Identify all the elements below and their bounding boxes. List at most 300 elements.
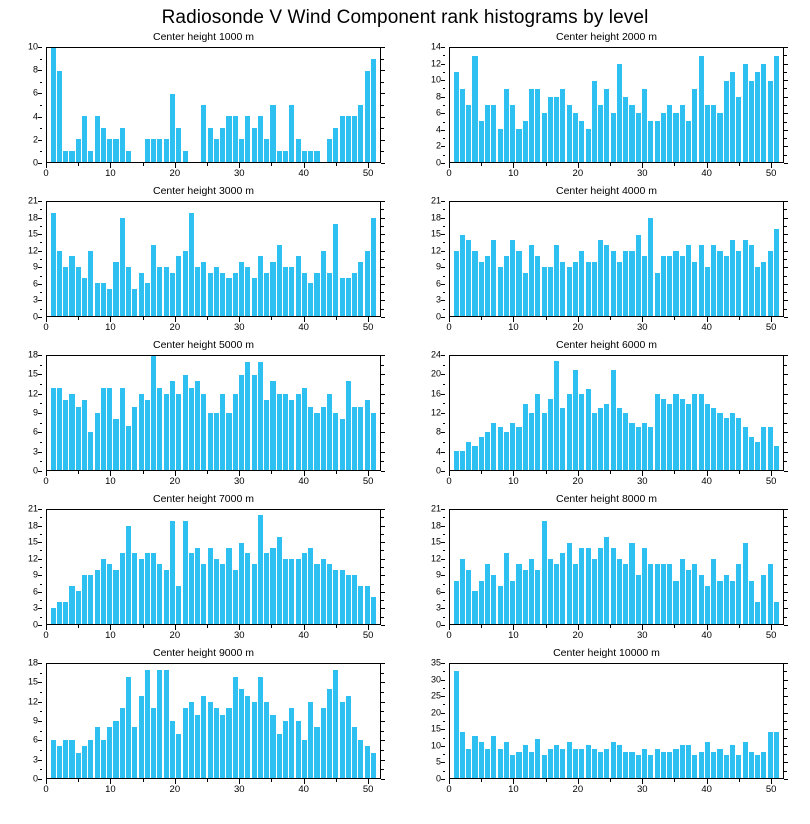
histogram-bar [711,408,716,470]
y-tick-mark-right [784,201,788,202]
histogram-bar [95,570,100,624]
histogram-bar [485,432,490,470]
y-tick-mark [441,374,445,375]
histogram-bar [296,394,301,470]
y-tick-mark [38,394,42,395]
y-tick-mark-right [381,413,385,414]
x-tick-label: 10 [105,630,116,641]
histogram-bar [648,755,653,778]
histogram-bar [101,128,106,162]
histogram-bar [523,273,528,316]
histogram-bar [749,752,754,778]
y-minor-tick-mark [40,461,43,462]
y-tick-mark-right [381,201,385,202]
y-tick-label: 8 [435,91,441,102]
y-tick-mark [38,251,42,252]
histogram-bar [220,564,225,624]
y-tick-mark-right [381,93,385,94]
y-tick-mark-right [784,432,788,433]
histogram-bar [673,251,678,316]
y-tick-mark [441,663,445,664]
histogram-bar [101,388,106,470]
x-minor-tick-mark [481,317,482,320]
y-tick-mark-right [381,559,385,560]
histogram-bar [220,394,225,470]
x-minor-tick-mark [610,317,611,320]
y-tick-label: 10 [430,740,441,751]
y-tick-label: 10 [27,41,38,52]
histogram-panel [2,339,405,493]
y-minor-tick-mark-right [784,155,787,156]
x-tick-label: 20 [572,630,584,641]
histogram-bar [661,752,666,778]
x-minor-tick-mark [674,317,675,320]
y-minor-tick-mark [40,692,43,693]
histogram-bar [208,273,213,316]
histogram-bar [327,564,332,624]
histogram-bar [617,262,622,316]
histogram-bar [113,721,118,778]
histogram-bar [661,399,666,470]
histogram-bar [120,218,125,316]
y-tick-mark [441,234,445,235]
histogram-bar [466,105,471,162]
y-minor-tick-mark [443,534,446,535]
y-minor-tick-mark-right [381,365,384,366]
histogram-bar [523,570,528,624]
histogram-bar [69,394,74,470]
histogram-bar [132,289,137,316]
histogram-bar [69,151,74,162]
y-tick-mark-right [784,267,788,268]
axes-frame [449,663,784,779]
histogram-bar [617,64,622,162]
y-minor-tick-mark [443,309,446,310]
histogram-bar [189,553,194,624]
histogram-bar [724,256,729,316]
histogram-bar [680,399,685,470]
x-tick-label: 20 [169,168,181,179]
histogram-bar [226,116,231,162]
x-axis [446,779,784,801]
histogram-bar [592,262,597,316]
histogram-bar [145,670,150,778]
histogram-panel [405,31,808,185]
y-tick-mark-right [381,317,385,318]
histogram-bar [692,564,697,624]
histogram-bar [598,240,603,316]
histogram-bar [554,564,559,624]
histogram-bar [542,413,547,470]
histogram-bar [705,742,710,778]
histogram-bar [308,151,313,162]
histogram-bar [51,48,56,162]
histogram-bar [283,721,288,778]
histogram-bar [327,273,332,316]
bar-series [47,48,380,162]
histogram-bar [768,81,773,162]
y-minor-tick-mark [40,276,43,277]
histogram-bar [705,404,710,471]
histogram-bar [270,262,275,316]
y-tick-mark-right [784,355,788,356]
histogram-bar [554,245,559,316]
histogram-bar [516,129,521,162]
y-minor-tick-mark-right [784,309,787,310]
histogram-bar [308,548,313,624]
x-tick-label: 0 [446,476,452,487]
y-tick-mark-right [784,47,788,48]
histogram-bar [642,749,647,778]
histogram-bar [76,407,81,470]
y-minor-tick-mark [40,423,43,424]
histogram-bar [673,749,678,778]
histogram-bar [151,139,156,162]
y-tick-mark [38,70,42,71]
histogram-bar [498,749,503,778]
y-tick-label: 0 [32,773,38,784]
histogram-bar [264,139,269,162]
y-tick-label: 3 [32,446,38,457]
histogram-bar [498,427,503,470]
y-tick-mark-right [784,575,788,576]
y-tick-label: 0 [435,619,441,630]
y-minor-tick-mark-right [784,617,787,618]
histogram-bar [768,564,773,624]
x-tick-label: 20 [169,630,181,641]
y-minor-tick-mark-right [381,384,384,385]
histogram-bar [352,407,357,470]
x-axis [43,625,381,647]
x-tick-label: 40 [298,630,309,641]
histogram-bar [327,394,332,470]
y-tick-mark [38,575,42,576]
y-minor-tick-mark-right [381,442,384,443]
histogram-bar [560,749,565,778]
histogram-bar [504,742,509,778]
y-tick-label: 30 [430,674,441,685]
histogram-bar [529,752,534,778]
histogram-bar [164,570,169,624]
histogram-bar [157,564,162,624]
histogram-bar [730,72,735,162]
y-tick-label: 18 [27,520,38,531]
y-minor-tick-mark-right [784,721,787,722]
y-tick-label: 8 [32,64,38,75]
y-axis-left [2,41,42,168]
y-tick-label: 10 [430,74,441,85]
y-tick-mark-right [784,64,788,65]
x-tick-label: 0 [43,322,49,333]
y-tick-mark [441,779,445,780]
histogram-bar [76,139,81,162]
axes-frame [46,509,381,625]
y-tick-label: 18 [27,212,38,223]
y-tick-mark [441,80,445,81]
y-tick-mark-right [784,746,788,747]
histogram-bar [201,262,206,316]
histogram-bar [755,755,760,778]
y-tick-mark [441,729,445,730]
y-axis-right [784,509,788,625]
histogram-bar [611,370,616,470]
y-minor-tick-mark [443,442,446,443]
histogram-bar [176,256,181,316]
histogram-bar [151,708,156,778]
y-tick-label: 9 [32,715,38,726]
y-minor-tick-mark-right [381,128,384,129]
y-tick-mark [441,526,445,527]
y-tick-label: 18 [27,657,38,668]
y-minor-tick-mark-right [784,567,787,568]
histogram-bar [63,400,68,470]
x-minor-tick-mark [143,471,144,474]
histogram-bar [699,752,704,778]
x-minor-tick-mark [143,317,144,320]
histogram-panel [2,185,405,339]
y-tick-mark [38,721,42,722]
y-minor-tick-mark-right [381,59,384,60]
x-minor-tick-mark [739,317,740,320]
y-tick-mark-right [381,432,385,433]
histogram-bar [510,755,515,778]
histogram-bar [648,564,653,624]
histogram-bar [743,427,748,470]
x-minor-tick-mark [207,625,208,628]
histogram-bar [711,752,716,778]
histogram-bar [189,213,194,316]
x-minor-tick-mark [336,471,337,474]
histogram-bar [170,721,175,778]
y-tick-label: 3 [435,294,441,305]
histogram-bar [686,404,691,471]
histogram-bar [346,278,351,316]
y-tick-mark [441,130,445,131]
histogram-bar [598,105,603,162]
bar-series [47,356,380,470]
y-tick-label: 9 [435,261,441,272]
y-tick-label: 12 [430,245,441,256]
y-minor-tick-mark-right [784,292,787,293]
y-tick-mark-right [381,47,385,48]
histogram-bar [774,229,779,316]
histogram-bar [245,267,250,316]
x-minor-tick-mark [78,317,79,320]
histogram-bar [479,437,484,470]
histogram-bar [648,121,653,162]
y-tick-label: 15 [27,368,38,379]
y-minor-tick-mark-right [784,704,787,705]
y-minor-tick-mark [40,365,43,366]
histogram-bar [314,413,319,470]
y-axis-right [784,663,788,779]
histogram-bar [296,721,301,778]
y-tick-mark [38,218,42,219]
y-minor-tick-mark-right [784,138,787,139]
panel-title: Center height 2000 m [556,31,657,43]
histogram-bar [239,262,244,316]
histogram-bar [699,56,704,162]
panel-title: Center height 4000 m [556,185,657,197]
x-minor-tick-mark [739,779,740,782]
histogram-bar [214,413,219,470]
y-minor-tick-mark [443,226,446,227]
histogram-bar [560,553,565,624]
panel-title: Center height 8000 m [556,493,657,505]
y-tick-mark [441,542,445,543]
y-minor-tick-mark [443,423,446,424]
y-tick-mark-right [381,740,385,741]
histogram-bar [548,399,553,470]
histogram-bar [655,394,660,470]
y-minor-tick-mark [40,567,43,568]
y-minor-tick-mark [40,517,43,518]
histogram-bar [245,696,250,778]
histogram-bar [183,521,188,624]
histogram-bar [126,677,131,778]
histogram-bar [542,521,547,624]
histogram-bar [736,251,741,316]
histogram-bar [76,267,81,316]
histogram-bar [611,742,616,778]
x-minor-tick-mark [78,625,79,628]
histogram-bar [132,553,137,624]
y-minor-tick-mark-right [784,122,787,123]
y-tick-mark-right [784,413,788,414]
histogram-bar [51,213,56,316]
panel-title: Center height 7000 m [153,493,254,505]
histogram-bar [340,419,345,470]
histogram-panel [2,31,405,185]
histogram-bar [183,251,188,316]
histogram-bar [107,564,112,624]
histogram-bar [604,404,609,471]
histogram-bar [57,251,62,316]
histogram-bar [711,105,716,162]
x-tick-label: 20 [169,476,181,487]
histogram-bar [579,251,584,316]
histogram-bar [220,128,225,162]
histogram-bar [289,708,294,778]
histogram-bar [491,423,496,471]
histogram-bar [699,575,704,624]
histogram-bar [736,755,741,778]
x-axis [43,779,381,801]
x-tick-label: 50 [765,322,777,333]
y-tick-mark [38,93,42,94]
y-axis-left [2,657,42,784]
x-tick-label: 10 [105,784,116,795]
panel-title: Center height 6000 m [556,339,657,351]
y-tick-label: 12 [430,553,441,564]
y-tick-label: 6 [435,586,441,597]
y-tick-mark [441,218,445,219]
y-tick-label: 12 [27,553,38,564]
histogram-bar [573,113,578,162]
y-minor-tick-mark-right [381,600,384,601]
y-minor-tick-mark [443,671,446,672]
x-tick-label: 30 [233,630,245,641]
histogram-bar [233,116,238,162]
y-minor-tick-mark-right [784,384,787,385]
histogram-bar [239,689,244,778]
y-tick-mark-right [381,779,385,780]
histogram-bar [321,559,326,624]
y-tick-mark-right [381,625,385,626]
y-tick-mark [441,608,445,609]
y-tick-mark [38,702,42,703]
x-minor-tick-mark [207,471,208,474]
histogram-bar [63,151,68,162]
histogram-bar [126,151,131,162]
histogram-bar [592,749,597,778]
bar-series [450,664,783,778]
histogram-bar [516,427,521,470]
histogram-bar [579,394,584,470]
histogram-bar [321,251,326,316]
histogram-bar [573,370,578,470]
histogram-bar [717,413,722,470]
y-tick-label: 21 [27,195,38,206]
y-tick-mark-right [381,526,385,527]
histogram-bar [183,708,188,778]
histogram-bar [170,273,175,316]
histogram-bar [768,251,773,316]
histogram-bar [749,245,754,316]
y-tick-mark [38,163,42,164]
histogram-bar [466,570,471,624]
histogram-bar [579,548,584,624]
histogram-bar [749,437,754,470]
y-tick-label: 12 [27,245,38,256]
x-tick-label: 0 [446,168,452,179]
y-tick-label: 15 [27,228,38,239]
y-tick-mark-right [784,680,788,681]
y-minor-tick-mark [443,276,446,277]
histogram-bar [604,537,609,624]
histogram-bar [321,708,326,778]
histogram-bar [139,559,144,624]
y-minor-tick-mark-right [784,276,787,277]
y-axis-right [381,47,385,163]
histogram-bar [176,586,181,624]
y-tick-mark-right [784,113,788,114]
y-tick-mark-right [784,452,788,453]
bar-series [450,202,783,316]
y-tick-mark-right [784,729,788,730]
histogram-bar [113,262,118,316]
y-tick-mark-right [381,682,385,683]
histogram-bar [705,586,710,624]
x-tick-label: 10 [508,784,519,795]
histogram-bar [510,105,515,162]
y-tick-mark-right [381,140,385,141]
y-minor-tick-mark-right [784,105,787,106]
y-tick-mark-right [381,509,385,510]
histogram-bar [705,105,710,162]
histogram-bar [592,413,597,470]
histogram-bar [145,400,150,470]
histogram-bar [736,97,741,162]
histogram-bar [195,381,200,470]
y-tick-label: 25 [430,690,441,701]
histogram-bar [523,121,528,162]
y-minor-tick-mark-right [784,259,787,260]
histogram-bar [270,381,275,470]
histogram-bar [340,116,345,162]
y-tick-mark-right [784,130,788,131]
y-tick-label: 6 [32,426,38,437]
